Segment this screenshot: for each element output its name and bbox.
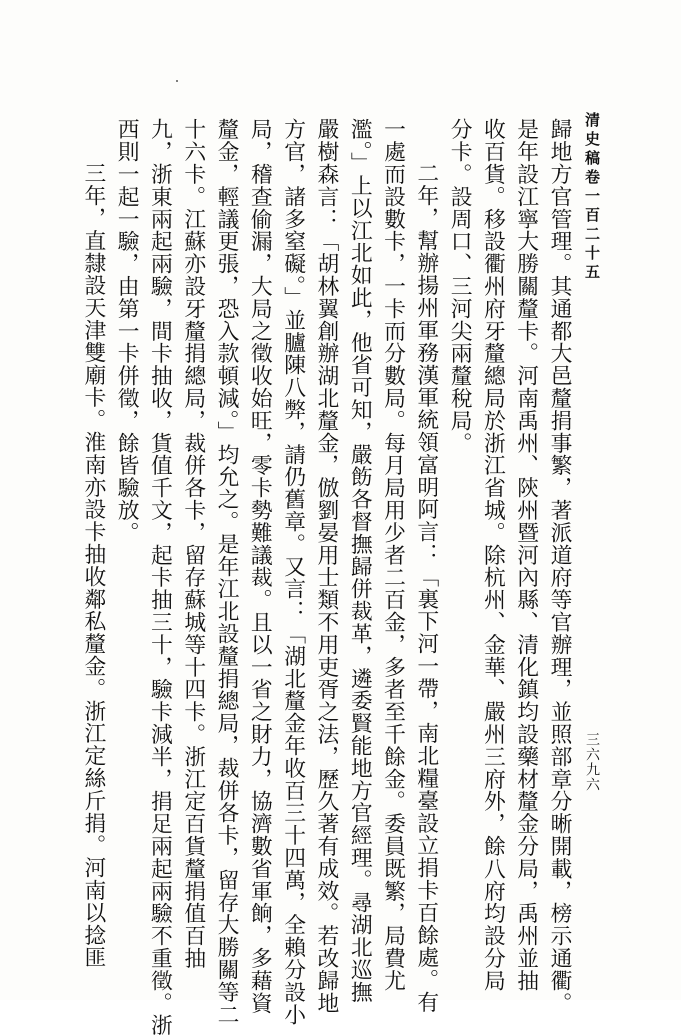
text-column: 西則一起一驗，由第一卡併徵，餘皆驗放。 [114, 118, 140, 544]
text-column: 是年設江寧大勝關釐卡。河南禹州、陝州暨河內縣、清化鎮均設藥材釐金分局，禹州並抽 [513, 118, 539, 992]
text-column: 一處而設數卡，一卡而分數局。每月局用少者二百金，多者至千餘金。委員既繁，局費尤 [380, 118, 406, 992]
text-column: 嚴樹森言：「胡林翼創辦湖北釐金，倣劉晏用士類不用吏胥之法，歷久著有成效。若改歸地 [313, 118, 339, 1014]
paragraph-start-column: 二年，幫辦揚州軍務漢軍統領富明阿言：「裏下河一帶，南北糧臺設立捐卡百餘處。有 [413, 162, 439, 1014]
text-column: 釐金，輕議更張，恐入款頓減。」均允之。是年江北設釐捐總局，裁併各卡，留存大勝關等二 [214, 118, 240, 1026]
text-column: 十六卡。江蘇亦設牙釐捐總局，裁併各卡，留存蘇城等十四卡。浙江定百貨釐捐值百抽 [180, 118, 206, 970]
text-column: 歸地方官管理。其通都大邑釐捐事繁，著派道府等官辦理，並照部章分晰開載，榜示通衢。 [547, 118, 572, 1014]
text-column: 收百貨。移設衢州府牙釐總局於浙江省城。除杭州、金華、嚴州三府外，餘八府均設分局 [480, 118, 506, 992]
text-column: 方官，諸多窒礙。」並臚陳八弊，請仍舊章。又言：「湖北釐金年收百三十四萬，全賴分設小 [280, 118, 306, 1026]
text-column: 九，浙東兩起兩驗，間卡抽收，貨值千文，起卡抽三十，驗卡減半，捐足兩起兩驗不重徵。浙 [147, 118, 173, 1036]
page-number: 三六九六 [584, 732, 600, 792]
text-column: 分卡。設周口、三河尖兩釐稅局。 [447, 118, 473, 454]
main-text [77, 118, 576, 1036]
running-title: 清史稿卷一百二十五 [583, 112, 601, 283]
ink-speck [176, 80, 178, 82]
text-column: 局，稽查偷漏，大局之徵收始旺，零卡勢難議裁。且以一省之財力，協濟數省軍餉，多藉資 [247, 118, 273, 1014]
paragraph-start-column: 三年，直隸設天津雙廟卡。淮南亦設卡抽收鄰私釐金。浙江定絲斤捐。河南以捻匪 [80, 162, 106, 969]
text-column: 濫。」上以江北如此，他省可知，嚴飭各督撫歸併裁革，遴委賢能地方官經理。尋湖北巡撫 [347, 118, 373, 1004]
